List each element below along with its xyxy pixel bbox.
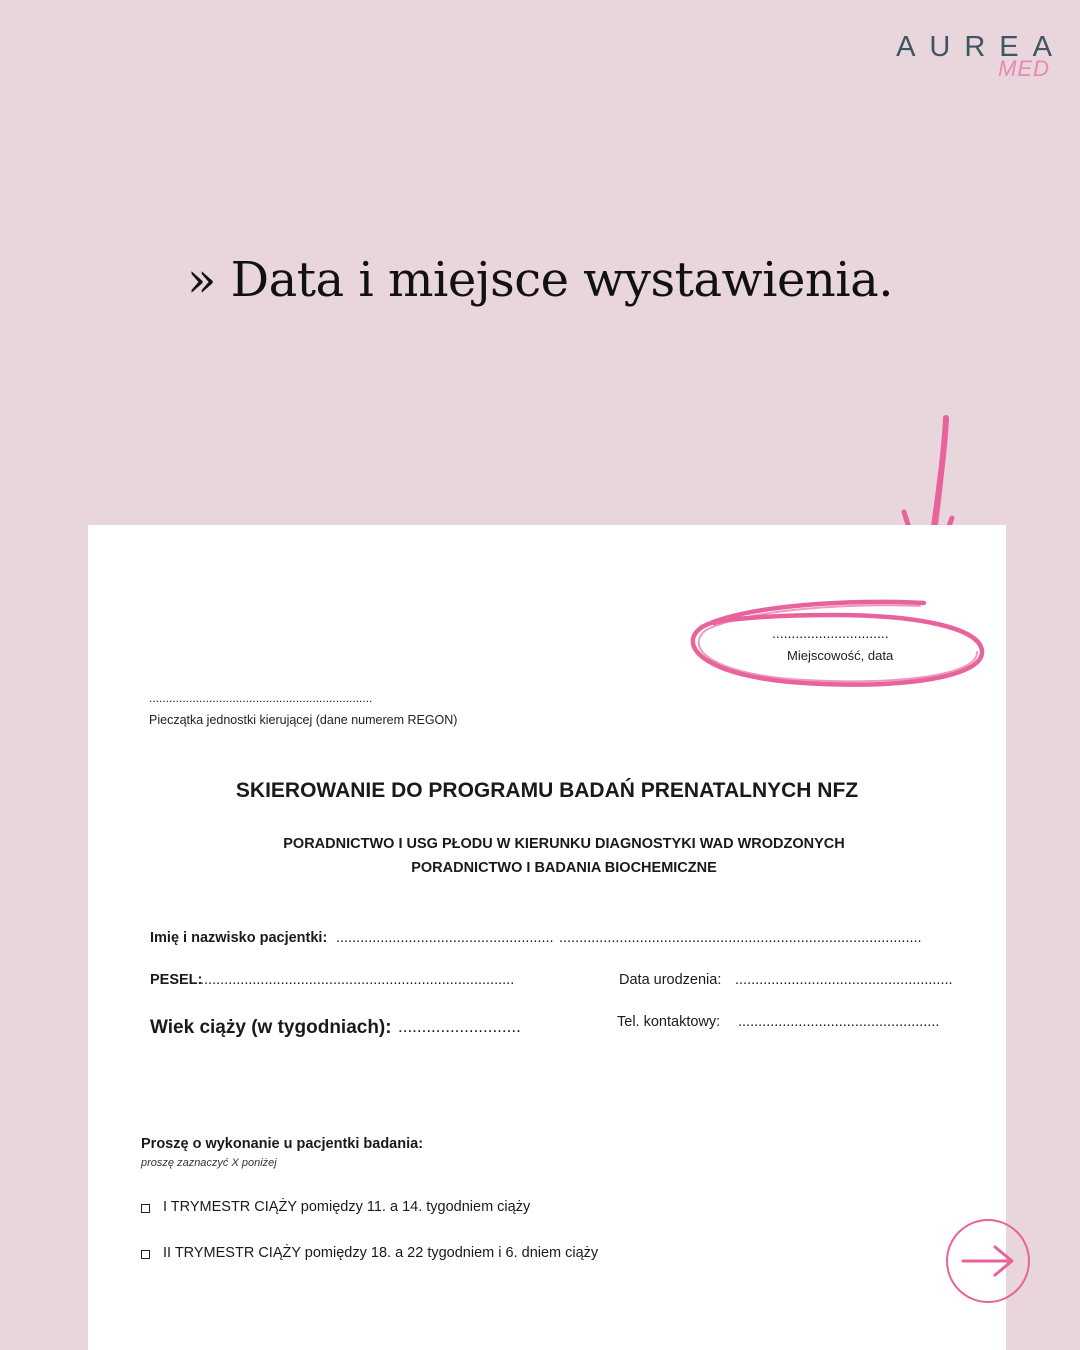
option-trimester-1 (141, 1199, 530, 1215)
pesel-label: PESEL: (150, 972, 203, 988)
pesel-field: .............................................................................. (200, 972, 515, 988)
option-trimester-2 (141, 1245, 598, 1261)
birth-date-field: ...................................................... (735, 972, 953, 988)
document-title: SKIEROWANIE DO PROGRAMU BADAŃ PRENATALNYCH NFZ (235, 779, 859, 802)
page-headline: » Data i miejsce wystawienia. (186, 252, 894, 308)
patient-name-label: Imię i nazwisko pacjentki: (150, 930, 328, 946)
checkbox-icon (141, 1250, 150, 1259)
place-date-dots: .............................. (772, 625, 889, 641)
patient-name-field-2: .......................................................................................... (559, 930, 922, 946)
brand-sub: MED (998, 56, 1050, 81)
option-label: I TRYMESTR CIĄŻY pomiędzy 11. a 14. tygodniem ciąży (163, 1199, 531, 1215)
document-subtitle-2: PORADNICTWO I BADANIA BIOCHEMICZNE (411, 860, 717, 876)
stamp-label: Pieczątka jednostki kierującej (dane numerem REGON) (149, 713, 458, 727)
document-subtitle-1: PORADNICTWO I USG PŁODU W KIERUNKU DIAGNOSTYKI WAD WRODZONYCH (283, 836, 845, 852)
pregnancy-age-field: .......................... (398, 1017, 521, 1036)
stamp-dots: ................................................................... (149, 691, 373, 705)
option-label: II TRYMESTR CIĄŻY pomiędzy 18. a 22 tygodniem i 6. dniem ciąży (163, 1245, 599, 1261)
place-date-label: Miejscowość, data (787, 648, 894, 663)
birth-date-label: Data urodzenia: (619, 972, 722, 988)
referral-document (88, 525, 1006, 1350)
next-button[interactable] (946, 1219, 1030, 1303)
phone-label: Tel. kontaktowy: (617, 1014, 721, 1030)
patient-name-field: ...................................................... (336, 930, 554, 946)
checkbox-icon (141, 1204, 150, 1213)
arrow-right-icon (960, 1244, 1016, 1278)
pregnancy-age-label: Wiek ciąży (w tygodniach): (150, 1017, 392, 1038)
brand-name: AUREA (896, 31, 1066, 63)
request-label: Proszę o wykonanie u pacjentki badania: (141, 1136, 424, 1152)
highlight-circle-icon (684, 597, 994, 697)
request-note: proszę zaznaczyć X poniżej (141, 1157, 277, 1169)
brand-logo (892, 31, 1066, 81)
phone-field: .................................................. (738, 1014, 940, 1030)
